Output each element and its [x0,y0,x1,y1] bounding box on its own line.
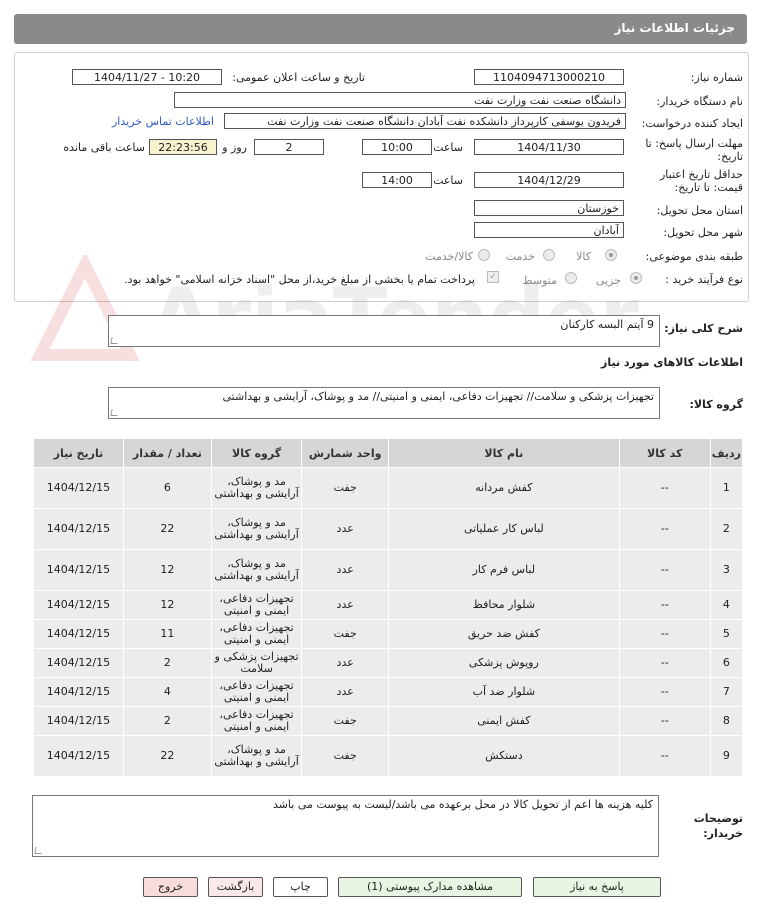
cell-item-name: شلوار محافظ [389,591,620,620]
remaining-label: ساعت باقی مانده [63,141,145,154]
cell-item-code: -- [619,707,710,736]
category-option-goods-service: کالا/خدمت [425,250,473,263]
page-title: جزئیات اطلاعات نیاز [614,21,735,35]
announce-field: 1404/11/27 - 10:20 [72,69,222,85]
col-quantity: تعداد / مقدار [123,439,211,468]
cell-item-name: شلوار ضد آب [389,678,620,707]
cell-item-name: دستکش [389,736,620,777]
deadline-time-label: ساعت [433,141,463,154]
items-table [33,438,743,777]
cell-unit: عدد [302,509,389,550]
cell-need-date: 1404/12/15 [34,509,124,550]
buyer-notes-value: کلیه هزینه ها اعم از تحویل کالا در محل برعهده می باشد/لیست به پیوست می باشد [272,798,653,811]
cell-quantity: 11 [123,620,211,649]
goods-info-title: اطلاعات کالاهای مورد نیاز [601,356,743,369]
cell-need-date: 1404/12/15 [34,678,124,707]
cell-item-group: مد و پوشاک، آرایشی و بهداشتی [211,736,301,777]
cell-need-date: 1404/12/15 [34,736,124,777]
watermark-logo [30,255,640,365]
cell-row-number: 5 [710,620,742,649]
table-row [34,550,743,591]
cell-unit: جفت [302,620,389,649]
table-row [34,620,743,649]
goods-group-textarea[interactable] [108,387,660,419]
cell-need-date: 1404/12/15 [34,620,124,649]
cell-item-group: تجهیزات پزشکی و سلامت [211,649,301,678]
cell-row-number: 4 [710,591,742,620]
process-option-medium: متوسط [522,274,557,287]
city-field: آبادان [474,222,624,238]
announce-label: تاریخ و ساعت اعلان عمومی: [232,71,365,84]
treasury-note: پرداخت تمام یا بخشی از مبلغ خرید،از محل "اسناد خزانه اسلامی" خواهد بود. [124,273,475,286]
cell-item-group: تجهیزات دفاعی، ایمنی و امنیتی [211,620,301,649]
buyer-field: دانشگاه صنعت نفت وزارت نفت [174,92,626,108]
table-row [34,678,743,707]
buyer-notes-label-2: خریدار: [703,827,743,840]
cell-item-group: مد و پوشاک، آرایشی و بهداشتی [211,468,301,509]
col-item-group: گروه کالا [211,439,301,468]
cell-need-date: 1404/12/15 [34,468,124,509]
cell-row-number: 8 [710,707,742,736]
deadline-label-2: تاریخ: [717,150,743,163]
cell-quantity: 4 [123,678,211,707]
validity-label-2: قیمت: تا تاریخ: [674,181,743,194]
process-option-minor: جزیی [595,274,621,287]
cell-item-code: -- [619,468,710,509]
table-row [34,736,743,777]
goods-group-value: تجهیزات پزشکی و سلامت// تجهیزات دفاعی، ایمنی و امنیتی// مد و پوشاک، آرایشی و بهداشتی [222,390,654,403]
table-row [34,707,743,736]
cell-need-date: 1404/12/15 [34,649,124,678]
cell-quantity: 22 [123,736,211,777]
cell-unit: عدد [302,591,389,620]
buyer-contact-link[interactable]: اطلاعات تماس خریدار [112,115,214,128]
table-row [34,591,743,620]
back-button[interactable]: بازگشت [208,877,263,897]
cell-unit: جفت [302,707,389,736]
cell-unit: عدد [302,550,389,591]
col-item-code: کد کالا [619,439,710,468]
cell-item-code: -- [619,736,710,777]
validity-label: حداقل تاریخ اعتبار [659,168,743,181]
col-need-date: تاریخ نیاز [34,439,124,468]
creator-field: فریدون یوسفی کارپرداز دانشکده نفت آبادان دانشگاه صنعت نفت وزارت نفت [224,113,626,129]
exit-button[interactable]: خروج [143,877,198,897]
cell-quantity: 2 [123,707,211,736]
cell-item-name: کفش مردانه [389,468,620,509]
cell-row-number: 3 [710,550,742,591]
cell-quantity: 2 [123,649,211,678]
cell-item-name: کفش ایمنی [389,707,620,736]
province-field: خوزستان [474,200,624,216]
cell-need-date: 1404/12/15 [34,591,124,620]
category-option-goods: کالا [576,250,591,263]
cell-item-code: -- [619,591,710,620]
cell-item-code: -- [619,509,710,550]
buyer-notes-textarea[interactable] [32,795,659,857]
cell-item-code: -- [619,620,710,649]
cell-item-group: تجهیزات دفاعی، ایمنی و امنیتی [211,678,301,707]
table-row [34,649,743,678]
cell-item-group: تجهیزات دفاعی، ایمنی و امنیتی [211,707,301,736]
cell-item-code: -- [619,678,710,707]
cell-row-number: 1 [710,468,742,509]
general-desc-label: شرح کلی نیاز: [664,322,743,335]
cell-unit: عدد [302,678,389,707]
deadline-date-field: 1404/11/30 [474,139,624,155]
table-header-row [34,439,743,468]
cell-item-group: مد و پوشاک، آرایشی و بهداشتی [211,509,301,550]
table-row [34,509,743,550]
process-label: نوع فرآیند خرید : [665,273,743,286]
cell-row-number: 7 [710,678,742,707]
cell-item-name: کفش ضد حریق [389,620,620,649]
cell-unit: جفت [302,736,389,777]
cell-item-group: مد و پوشاک، آرایشی و بهداشتی [211,550,301,591]
category-label: طبقه بندی موضوعی: [645,250,743,263]
resize-grip-icon[interactable] [110,409,118,416]
validity-time-label: ساعت [433,174,463,187]
validity-time-field: 14:00 [362,172,432,188]
cell-quantity: 6 [123,468,211,509]
cell-row-number: 9 [710,736,742,777]
treasury-checkbox[interactable]: ✓ [487,271,499,283]
cell-unit: جفت [302,468,389,509]
cell-quantity: 22 [123,509,211,550]
col-item-name: نام کالا [389,439,620,468]
print-button[interactable]: چاپ [273,877,328,897]
cell-quantity: 12 [123,591,211,620]
col-unit: واحد شمارش [302,439,389,468]
view-attachments-button[interactable]: مشاهده مدارک پیوستی (1) [338,877,522,897]
validity-date-field: 1404/12/29 [474,172,624,188]
reply-to-need-button[interactable]: پاسخ به نیاز [533,877,661,897]
city-label: شهر محل تحویل: [663,226,743,239]
cell-item-name: روپوش پزشکی [389,649,620,678]
cell-item-name: لباس فرم کار [389,550,620,591]
cell-quantity: 12 [123,550,211,591]
cell-item-code: -- [619,649,710,678]
goods-group-label: گروه کالا: [689,398,743,411]
resize-grip-icon[interactable] [34,847,42,854]
remaining-time-field: 22:23:56 [149,139,217,155]
need-number-label: شماره نیاز: [690,71,743,84]
need-number-field: 1104094713000210 [474,69,624,85]
buyer-label: نام دستگاه خریدار: [656,95,743,108]
col-row-number: ردیف [710,439,742,468]
table-row [34,468,743,509]
cell-item-name: لباس کار عملیاتی [389,509,620,550]
deadline-time-field: 10:00 [362,139,432,155]
resize-grip-icon[interactable] [110,337,118,344]
general-desc-textarea[interactable] [108,315,660,347]
cell-row-number: 2 [710,509,742,550]
category-option-service: خدمت [505,250,535,263]
days-label: روز و [222,141,247,154]
cell-need-date: 1404/12/15 [34,550,124,591]
cell-item-group: تجهیزات دفاعی، ایمنی و امنیتی [211,591,301,620]
cell-need-date: 1404/12/15 [34,707,124,736]
province-label: استان محل تحویل: [656,204,743,217]
page-header [14,14,747,44]
buyer-notes-label: توضیحات [693,812,743,825]
cell-item-code: -- [619,550,710,591]
deadline-label: مهلت ارسال پاسخ: تا [645,137,743,150]
creator-label: ایجاد کننده درخواست: [641,117,743,130]
cell-unit: عدد [302,649,389,678]
days-field: 2 [254,139,324,155]
general-desc-value: 9 آیتم البسه کارکنان [560,318,654,331]
cell-row-number: 6 [710,649,742,678]
